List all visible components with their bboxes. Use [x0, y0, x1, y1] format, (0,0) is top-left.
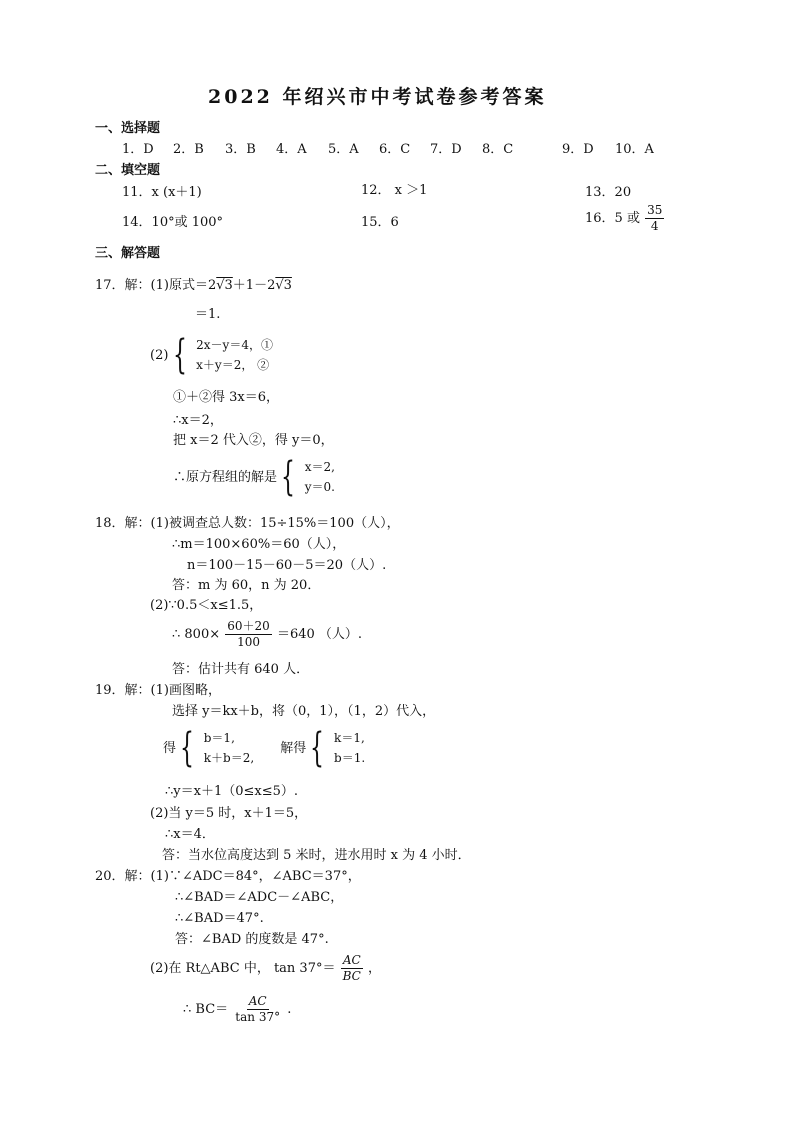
choice-answer: 7．D	[430, 142, 462, 157]
q18-text: ∴ 800×	[172, 627, 221, 643]
q18-line-7: 答：估计共有 640 人．	[172, 662, 310, 677]
fraction	[233, 995, 282, 1024]
equation: x＝2,	[304, 460, 335, 474]
choice-answer: 6．C	[379, 142, 411, 157]
q17-solution	[173, 454, 335, 501]
left-brace: {	[172, 332, 187, 379]
q19-line-7: 答：当水位高度达到 5 米时，进水用时 x 为 4 小时．	[162, 848, 471, 863]
left-brace: {	[180, 725, 195, 772]
fraction-denominator: BC	[342, 969, 361, 984]
fraction	[341, 954, 363, 983]
q17-text: ＋1－2	[232, 278, 276, 293]
fill-answer-16-prefix: 16．5 或	[585, 211, 640, 227]
fraction	[645, 204, 664, 233]
choice-answer: 3．B	[225, 142, 256, 157]
fill-answer-14: 14．10°或 100°	[122, 215, 224, 230]
equation: 2x－y＝4，①	[196, 338, 273, 352]
left-brace: {	[310, 725, 325, 772]
fill-answer-16	[585, 204, 665, 233]
q18-line-4: 答：m 为 60，n 为 20．	[172, 578, 321, 593]
q18-line-6	[172, 620, 362, 649]
q18-line-1: 18．解：(1)被调查总人数：15÷15%＝100（人），	[95, 516, 400, 531]
choice-answer: 2．B	[173, 142, 204, 157]
q17-system	[150, 332, 273, 379]
q17-line-5: 把 x＝2 代入②，得 y＝0，	[173, 433, 334, 448]
fill-answer-13: 13．20	[585, 185, 632, 200]
q17-line-3: ①＋②得 3x＝6，	[173, 390, 280, 405]
q20-text: ∴ BC＝	[183, 1002, 229, 1018]
left-brace: {	[281, 454, 296, 501]
section-heading-fill: 二、填空题	[95, 163, 161, 178]
q20-line-2: ∴∠BAD＝∠ADC－∠ABC，	[175, 890, 344, 905]
q20-line-6	[183, 995, 291, 1024]
fraction-denominator: 4	[650, 219, 659, 234]
sqrt-3: √3	[216, 278, 233, 293]
fraction-numerator: 60＋20	[225, 620, 272, 635]
section-heading-choice: 一、选择题	[95, 121, 161, 136]
fraction-numerator: AC	[341, 954, 363, 969]
fill-answer-11: 11．x (x＋1)	[122, 185, 202, 200]
q18-line-3: n＝100－15－60－5＝20（人）.	[187, 558, 387, 573]
q17-text: 17．解：(1)原式＝2	[95, 278, 217, 293]
fill-answer-15: 15．6	[361, 215, 399, 230]
fraction-numerator: AC	[247, 995, 269, 1010]
sqrt-3: √3	[275, 278, 292, 293]
choice-answer: 8．C	[482, 142, 514, 157]
choice-answer: 9．D	[562, 142, 594, 157]
choice-answer: 1．D	[122, 142, 154, 157]
q19-line-4: ∴y＝x＋1（0≤x≤5）.	[165, 784, 299, 799]
q17-line-1	[95, 279, 292, 292]
q19-text: 解得	[280, 740, 307, 756]
choice-answer: 5．A	[328, 142, 359, 157]
q17-text: ∴原方程组的解是	[173, 469, 278, 485]
fraction-numerator: 35	[645, 204, 664, 219]
q19-systems	[163, 725, 366, 772]
q17-part2-label: (2)	[150, 347, 169, 363]
q20-text: .	[287, 1002, 292, 1018]
fraction-denominator: tan 37°	[235, 1010, 281, 1025]
q20-line-4: 答：∠BAD 的度数是 47°.	[175, 932, 329, 947]
q19-text: 得	[163, 740, 177, 756]
solution-system	[305, 457, 335, 498]
q18-text: ＝640 （人）.	[276, 627, 363, 643]
page-title: 2022 年绍兴市中考试卷参考答案	[208, 86, 547, 108]
choice-answer: 10．A	[615, 142, 654, 157]
q18-line-5: (2)∵0.5＜x≤1.5，	[150, 598, 263, 613]
choice-answer: 4．A	[276, 142, 307, 157]
equation: x＋y＝2， ②	[196, 358, 270, 373]
equation-system	[204, 728, 254, 769]
equation: b＝1.	[334, 751, 366, 766]
equation: b＝1,	[203, 731, 235, 745]
equation: k＝1,	[334, 731, 365, 745]
equation-system	[196, 335, 273, 376]
equation: y＝0.	[304, 480, 335, 495]
q20-line-3: ∴∠BAD＝47°.	[175, 911, 264, 926]
q19-line-1: 19．解：(1)画图略，	[95, 683, 221, 698]
q19-line-2: 选择 y＝kx＋b，将（0，1），（1，2）代入，	[172, 704, 436, 719]
q20-line-5	[150, 954, 381, 983]
q19-line-6: ∴x＝4．	[165, 827, 215, 842]
q17-line-4: ∴x＝2，	[173, 413, 223, 428]
q18-line-2: ∴m＝100×60%＝60（人），	[172, 537, 346, 552]
q20-line-1: 20．解：(1)∵∠ADC＝84°，∠ABC＝37°，	[95, 869, 361, 884]
q20-text: ，	[368, 961, 382, 977]
fraction	[225, 620, 272, 649]
section-heading-solve: 三、解答题	[95, 246, 161, 261]
fraction-denominator: 100	[237, 635, 260, 650]
equation: k＋b＝2,	[203, 751, 255, 766]
q20-text: (2)在 Rt△ABC 中， tan 37°＝	[150, 961, 336, 977]
fill-answer-12: 12． x ＞1	[361, 183, 428, 198]
q17-line-2: ＝1.	[195, 307, 221, 322]
equation-system	[334, 728, 365, 769]
q19-line-5: (2)当 y＝5 时，x＋1＝5，	[150, 806, 308, 821]
